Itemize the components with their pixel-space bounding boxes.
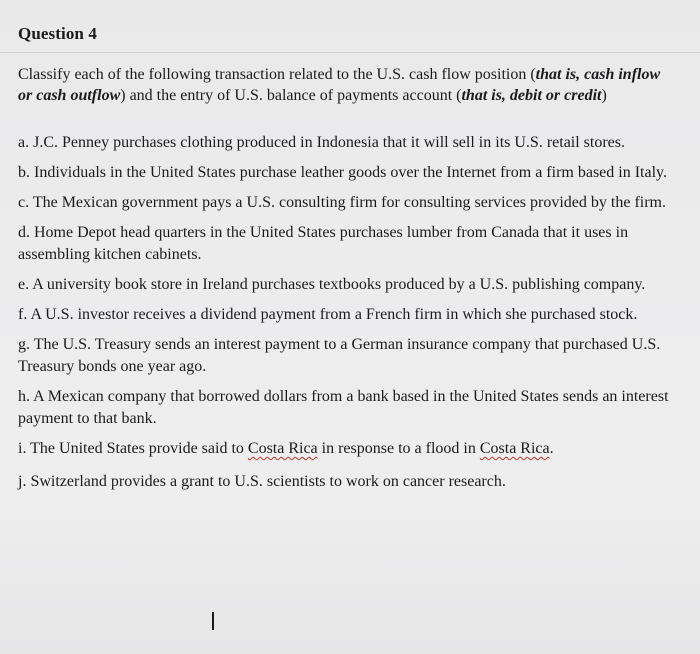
transaction-item-c[interactable]: c. The Mexican government pays a U.S. consulting firm for consulting services provided by the firm.	[18, 194, 666, 211]
item-i-text-1: i. The United States provide said to	[18, 440, 248, 457]
transaction-item-j[interactable]: j. Switzerland provides a grant to U.S. scientists to work on cancer research.	[18, 473, 506, 490]
intro-emphasis-2: that is, debit or credit	[461, 87, 602, 104]
transaction-item-h[interactable]: h. A Mexican company that borrowed dollars from a bank based in the United States sends an interest payment to that bank.	[18, 388, 669, 427]
transaction-item-g[interactable]: g. The U.S. Treasury sends an interest payment to a German insurance company that purchased U.S. Treasury bonds one year ago.	[18, 336, 661, 375]
item-i-text-3: .	[549, 440, 554, 457]
transaction-item-b[interactable]: b. Individuals in the United States purchase leather goods over the Internet from a firm based in Italy.	[18, 164, 667, 181]
transaction-item-a[interactable]: a. J.C. Penney purchases clothing produced in Indonesia that it will sell in its U.S. retail stores.	[18, 134, 626, 151]
title-divider	[0, 52, 700, 53]
transaction-item-e[interactable]: e. A university book store in Ireland purchases textbooks produced by a U.S. publishing company.	[18, 276, 646, 293]
intro-text-1: Classify each of the following transaction related to the U.S. cash flow position (	[18, 66, 536, 83]
intro-emphasis-1: that is, cash inflow or cash outflow	[18, 66, 661, 104]
intro-text-2: ) and the entry of U.S. balance of payments account (	[120, 87, 462, 104]
transaction-list[interactable]	[18, 132, 678, 504]
question-title: Question 4	[18, 24, 97, 43]
intro-text-3: )	[601, 87, 607, 104]
text-cursor	[212, 612, 214, 630]
spellcheck-flagged-word[interactable]: Costa Rica	[247, 440, 318, 457]
question-instructions[interactable]	[18, 64, 678, 106]
item-i-text-2: in response to a flood in	[317, 440, 480, 457]
transaction-item-d[interactable]: d. Home Depot head quarters in the United States purchases lumber from Canada that it uses in assembling kitchen cabinets.	[18, 224, 629, 263]
transaction-item-f[interactable]: f. A U.S. investor receives a dividend payment from a French firm in which she purchased stock.	[18, 306, 638, 323]
transaction-item-i[interactable]	[18, 438, 678, 460]
spellcheck-flagged-word[interactable]: Costa Rica	[479, 440, 550, 457]
